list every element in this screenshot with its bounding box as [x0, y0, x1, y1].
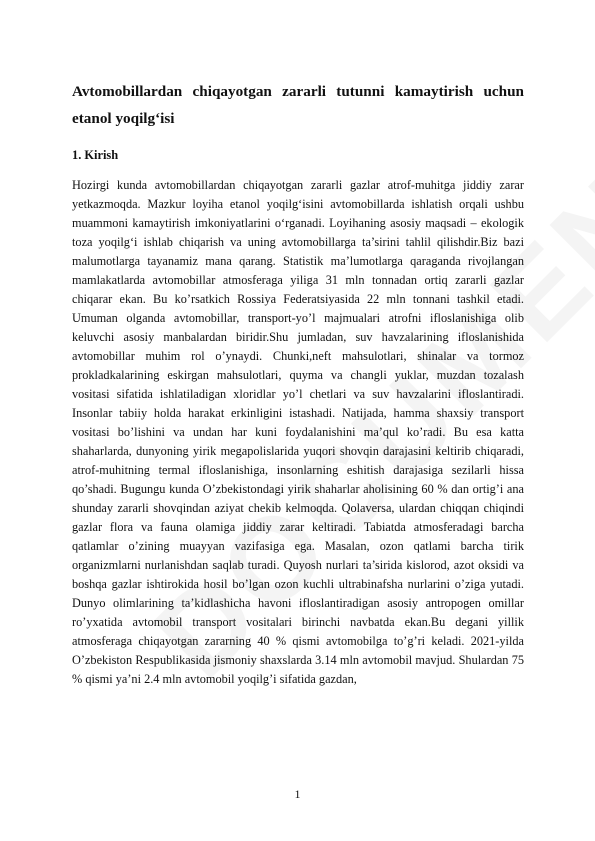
section-heading: 1. Kirish [72, 148, 119, 162]
page-number: 1 [294, 787, 301, 801]
body-paragraph: Hozirgi kunda avtomobillardan chiqayotgan zararli gazlar atrof-muhitga jiddiy zarar yetkazmoqda. Mazkur loyiha etanol yoqilg‘isini avtomobillarda ishlatish orqali ushbu muammoni kamaytirish imkoniyatlarini o‘rganadi. Loyihaning asosiy maqsadi – ekologik toza yoqilg‘i ishlab chiqarish va uning avtomobillarga ta’sirini tahlil qilishdir.Biz bazi malumotlarga tayanamiz mana qarang. Statistik ma’lumotlarga qaraganda rivojlangan mamlakatlarda avtomobillar atmosferaga yiliga 31 mln tonnadan ortiq zararli gazlar chiqarar ekan. Bu ko’rsatkich Rossiya Federatsiyasida 22 mln tonnani tashkil etadi. Umuman olganda avtomobillar, transport-yo’l majmualari atrofni ifloslanishiga olib keluvchi asosiy manbalardan biridir.Shu jumladan, suv havzalarining ifloslanishida avtomobillar muhim rol o’ynaydi. Chunki,neft mahsulotlari, shinalar va tormoz prokladkalarining eskirgan mahsulotlari, quyma va changli yuklar, muzdan tozalash vositasi sifatida ishlatiladigan xloridlar yo’l chetlari va suv havzalarini ifloslantiradi. Insonlar tabiiy holda harakat erkinligini istashadi. Natijada, hamma shaxsiy transport vositasi bo’lishini va undan har kuni foydalanishini ma’qul ko’radi. Bu esa katta shaharlarda, dunyoning yirik megapolislarida yuqori shovqin darajasini keltirib chiqaradi, atrof-muhitning termal ifloslanishiga, insonlarning eshitish darajasiga sezilarli hissa qo’shadi. Bugungu kunda O’zbekistondagi yirik shaharlar aholisining 60 % dan ortig’i ana shunday zararli shovqindan aziyat chekib kelmoqda. Qolaversa, ulardan chiqqan chiqindi gazlar flora va fauna olamiga jiddiy zarar keltiradi. Tabiatda atmosferadagi barcha qatlamlar o’zining muayyan vazifasiga ega. Masalan, ozon qatlami barcha tirik organizmlarni nurlanishdan saqlab turadi. Quyosh nurlari ta’sirida kislorod, azot oksidi va boshqa gazlar ishtirokida hosil bo’lgan ozon kuchli ultrabinafsha nurlarini o’ziga yutadi. Dunyo olimlarining ta’kidlashicha havoni ifloslantiradigan asosiy antropogen omillar ro’yxatida avtomobil transport vositalari birinchi navbatda ekan.Bu degani yillik atmosferaga chiqayotgan zararning 40 % qismi avtomobilga to’g’ri keladi. 2021-yilda O’zbekiston Respublikasida jismoniy shaxslarda 3.14 mln avtomobil mavjud. Shulardan 75 % qismi ya’ni 2.4 mln avtomobil yoqilg’i sifatida gazdan, [72, 178, 524, 686]
document-content [72, 78, 524, 689]
document-title: Avtomobillardan chiqayotgan zararli tutunni kamaytirish uchun etanol yoqilg‘isi [72, 83, 524, 127]
